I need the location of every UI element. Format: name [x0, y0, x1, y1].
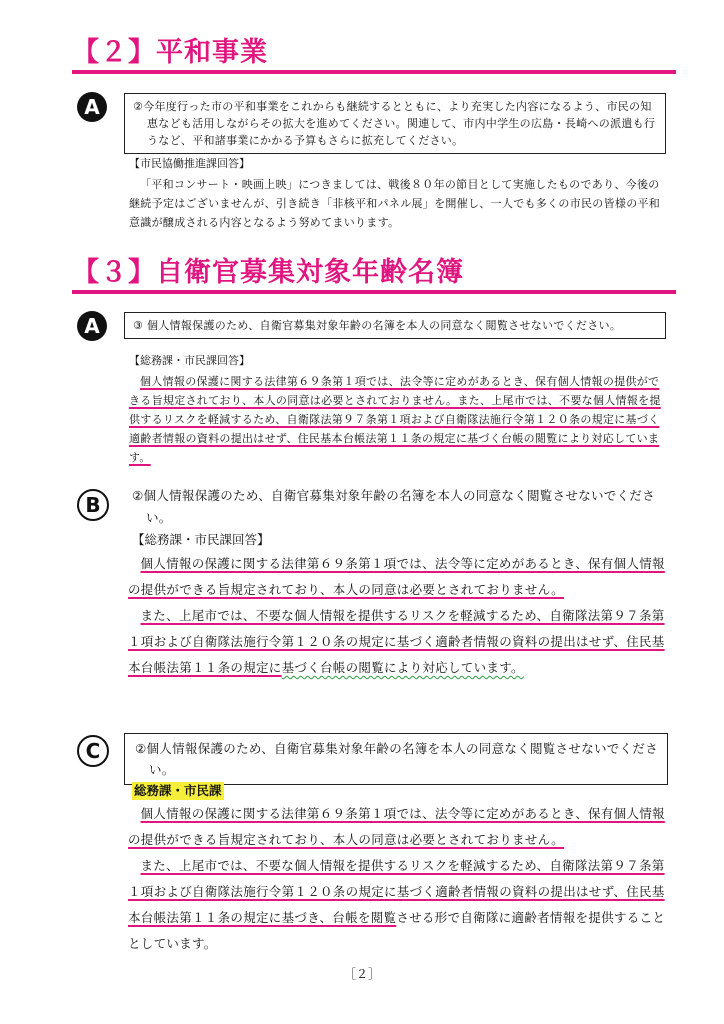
section-3c-answer-p2: また、上尾市では、不要な個人情報を提供するリスクを軽減するため、自衛隊法第９７条第１項および自衛隊法施行令第１２０条の規定に基づく適齢者情報の資料の提出はせず、住民基本台帳法第１１条の規定に基づき、台帳を閲覧	[128, 858, 665, 925]
section-3b-answer-label: 【総務課・市民課回答】	[132, 532, 270, 547]
section-2-answer: 「平和コンサート・映画上映」につきましては、戦後８０年の節目として実施したものであり、今後の継続予定はございませんが、引き続き「非核平和パネル展」を開催し、一人でも多くの市民の皆様の平和意識が醸成される内容となるよう努めてまいります。	[129, 178, 661, 229]
section-3c-answer-p1: 個人情報の保護に関する法律第６９条第１項では、法令等に定めがあるとき、保有個人情報の提供ができる旨規定されており、本人の同意は必要とされておりません。	[128, 806, 665, 847]
section-3b-answer	[128, 551, 668, 681]
section-3b-answer-p2: また、上尾市では、不要な個人情報を提供するリスクを軽減するため、自衛隊法第９７条第１項および自衛隊法施行令第１２０条の規定に基づく適齢者情報の資料の提出はせず、住民基本台帳法第１１条の規定に	[128, 608, 665, 675]
badge-c-icon: C	[77, 735, 109, 767]
section-3c-question: ②個人情報保護のため、自衛官募集対象年齢の名簿を本人の同意なく閲覧させないでください。	[124, 733, 668, 785]
section-3b-question: ②個人情報保護のため、自衛官募集対象年齢の名簿を本人の同意なく閲覧させないでください。	[132, 488, 656, 525]
badge-a-icon: A	[77, 92, 107, 122]
section-2-title: 【２】平和事業	[72, 36, 676, 74]
section-3a-question: ③ 個人情報保護のため、自衛官募集対象年齢の名簿を本人の同意なく閲覧させないでください。	[124, 312, 666, 339]
section-3a-answer	[129, 372, 669, 467]
section-3c-answer	[128, 801, 668, 957]
section-2-question: ②今年度行った市の平和事業をこれからも継続するとともに、より充実した内容になるよう、市民の知恵なども活用しながらその拡大を進めてください。関連して、市内中学生の広島・長崎への派遣も行うなど、平和諸事業にかかる予算もさらに拡充してください。	[124, 93, 666, 154]
page-number: ［２］	[343, 967, 380, 981]
section-3-title: 【３】自衛官募集対象年齢名簿	[72, 256, 676, 294]
section-3a-answer-label: 【総務課・市民課回答】	[129, 354, 250, 367]
section-3c-answer-label: 総務課・市民課	[134, 783, 222, 798]
section-3a-answer-text: 個人情報の保護に関する法律第６９条第１項では、法令等に定めがあるとき、保有個人情報の提供ができる旨規定されており、本人の同意は必要とされておりません。また、上尾市では、不要な個人情報を提供するリスクを軽減するため、自衛隊法第９７条第１項および自衛隊法施行令第１２０条の規定に基づく適齢者情報の資料の提出はせず、住民基本台帳法第１１条の規定に基づく台帳の閲覧により対応しています。	[129, 375, 661, 464]
section-3c-answer-p2-rest: させる形で自衛隊に適齢者情報を提供することとしています。	[128, 910, 666, 951]
badge-b-icon: B	[77, 489, 109, 521]
section-3b-answer-p2-wavy: 基づく台帳の閲覧により対応しています。	[281, 660, 524, 675]
section-3b-answer-p1: 個人情報の保護に関する法律第６９条第１項では、法令等に定めがあるとき、保有個人情報の提供ができる旨規定されており、本人の同意は必要とされておりません。	[128, 556, 665, 597]
badge-a-icon: A	[77, 311, 107, 341]
section-2-answer-label: 【市民協働推進課回答】	[129, 157, 250, 170]
